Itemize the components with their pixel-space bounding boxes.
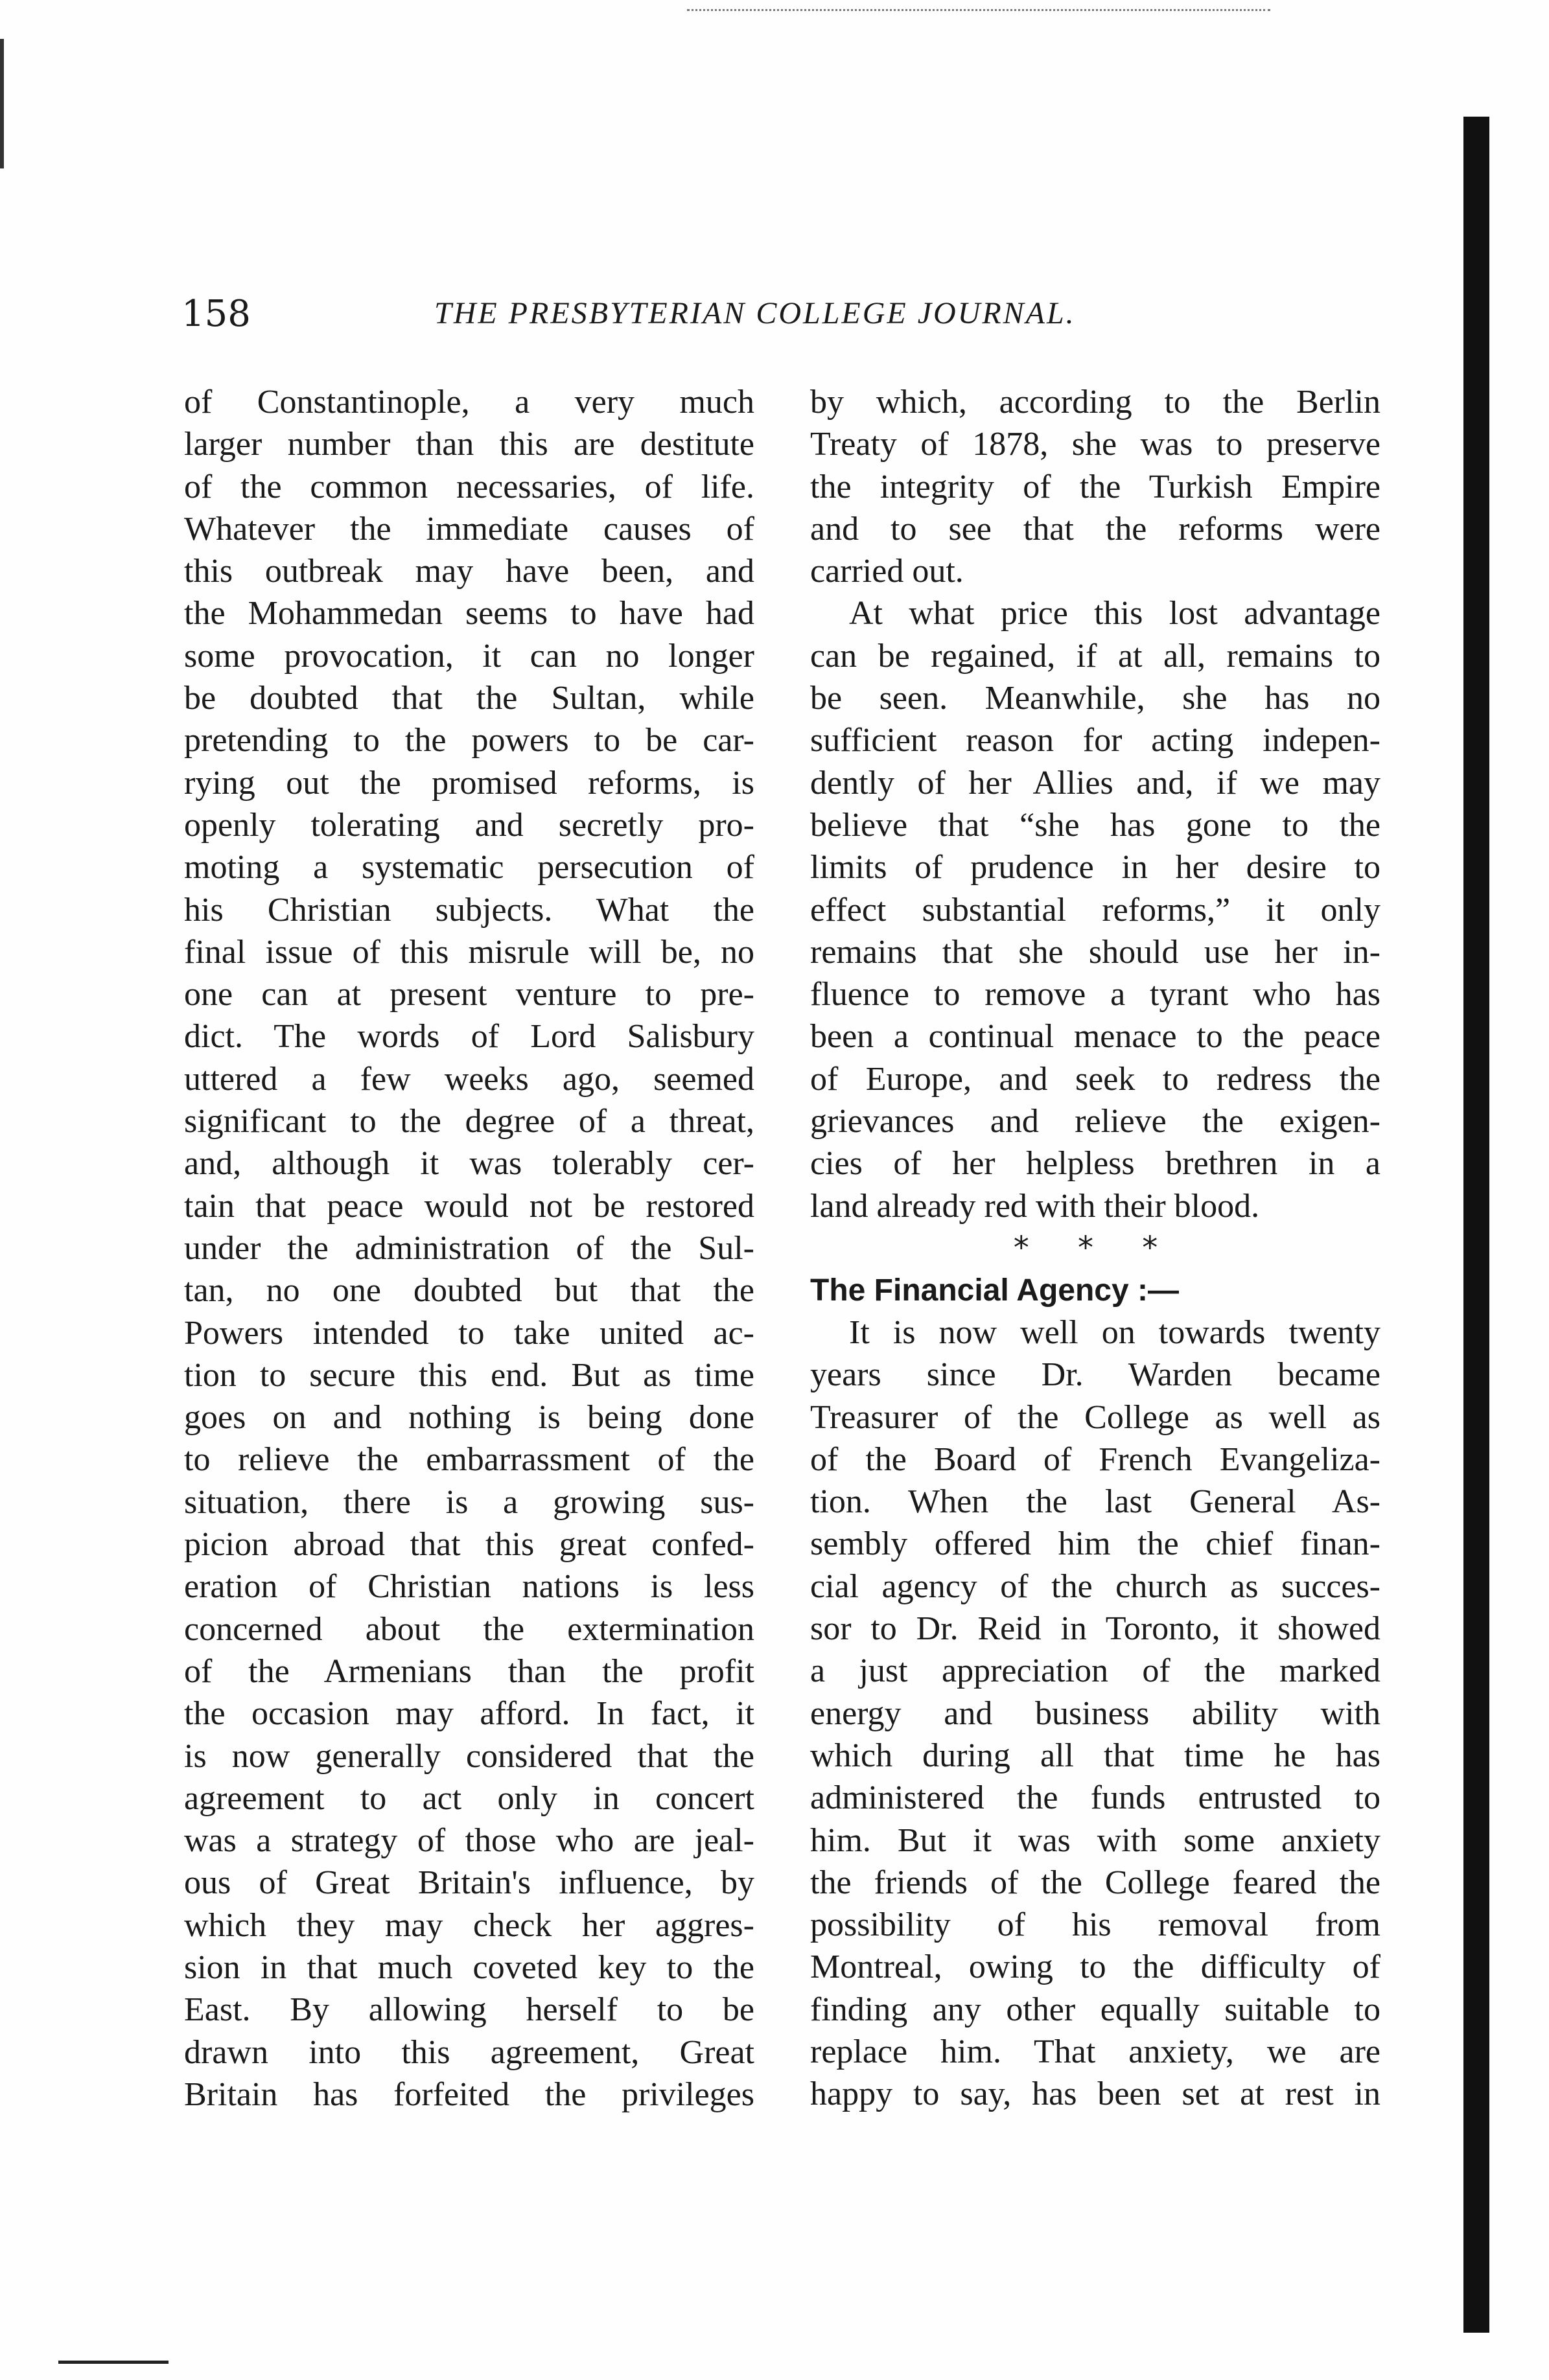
text-line: energy and business ability with xyxy=(810,1694,1380,1732)
text-line: tain that peace would not be restored xyxy=(184,1187,754,1225)
text-line: the friends of the College feared the xyxy=(810,1864,1380,1901)
text-line: of Europe, and seek to redress the xyxy=(810,1060,1380,1098)
text-line: cial agency of the church as succes- xyxy=(810,1567,1380,1605)
text-line: agreement to act only in concert xyxy=(184,1779,754,1817)
text-line: him. But it was with some anxiety xyxy=(810,1821,1380,1859)
text-line: his Christian subjects. What the xyxy=(184,891,754,929)
text-line: tion to secure this end. But as time xyxy=(184,1356,754,1394)
text-line: Whatever the immediate causes of xyxy=(184,510,754,548)
scan-artifact-left-edge xyxy=(0,39,4,168)
text-line: fluence to remove a tyrant who has xyxy=(810,976,1380,1013)
text-line: Montreal, owing to the difficulty of xyxy=(810,1948,1380,1986)
section-separator: * * * xyxy=(1013,1229,1178,1266)
text-line: limits of prudence in her desire to xyxy=(810,849,1380,886)
text-line: been a continual menace to the peace xyxy=(810,1018,1380,1056)
text-line: of Constantinople, a very much xyxy=(184,384,754,421)
text-line: situation, there is a growing sus- xyxy=(184,1483,754,1521)
text-line: finding any other equally suitable to xyxy=(810,1991,1380,2028)
scan-artifact-bottom-rule xyxy=(58,2361,169,2364)
text-line: pretending to the powers to be car- xyxy=(184,722,754,759)
text-line: some provocation, it can no longer xyxy=(184,637,754,675)
text-line: the occasion may afford. In fact, it xyxy=(184,1695,754,1733)
text-line: tan, no one doubted but that the xyxy=(184,1272,754,1310)
section-heading: The Financial Agency :— xyxy=(810,1273,1179,1308)
text-line: and to see that the reforms were xyxy=(810,510,1380,548)
text-line: Treaty of 1878, she was to preserve xyxy=(810,426,1380,463)
text-line: sufficient reason for acting indepen- xyxy=(810,722,1380,759)
left-column xyxy=(184,381,754,2116)
text-line: Treasurer of the College as well as xyxy=(810,1398,1380,1436)
text-line: happy to say, has been set at rest in xyxy=(810,2075,1380,2113)
text-line: Britain has forfeited the privileges xyxy=(184,2075,754,2113)
text-line: dently of her Allies and, if we may xyxy=(810,764,1380,802)
text-line: of the Armenians than the profit xyxy=(184,1652,754,1690)
page-number: 158 xyxy=(181,293,251,335)
text-line: openly tolerating and secretly pro- xyxy=(184,806,754,844)
text-line: significant to the degree of a threat, xyxy=(184,1103,754,1140)
text-line: uttered a few weeks ago, seemed xyxy=(184,1060,754,1098)
running-head xyxy=(181,293,1283,338)
right-column xyxy=(810,381,1380,2116)
text-line: one can at present venture to pre- xyxy=(184,976,754,1013)
text-line: under the administration of the Sul- xyxy=(184,1229,754,1267)
text-line: a just appreciation of the marked xyxy=(810,1652,1380,1690)
text-line: remains that she should use her in- xyxy=(810,933,1380,971)
text-line: possibility of his removal from xyxy=(810,1906,1380,1944)
text-line: which during all that time he has xyxy=(810,1737,1380,1774)
text-line: of the Board of French Evangeliza- xyxy=(810,1440,1380,1478)
text-line: grievances and relieve the exigen- xyxy=(810,1103,1380,1140)
text-line: East. By allowing herself to be xyxy=(184,1991,754,2029)
text-line: concerned about the extermination xyxy=(184,1610,754,1648)
text-line: goes on and nothing is being done xyxy=(184,1399,754,1437)
text-line: this outbreak may have been, and xyxy=(184,553,754,590)
text-line: land already red with their blood. xyxy=(810,1187,1260,1225)
text-line: moting a systematic persecution of xyxy=(184,849,754,886)
text-line: is now generally considered that the xyxy=(184,1737,754,1775)
text-line: tion. When the last General As- xyxy=(810,1483,1380,1521)
text-line: believe that “she has gone to the xyxy=(810,806,1380,844)
text-line: by which, according to the Berlin xyxy=(810,384,1380,421)
text-line: effect substantial reforms,” it only xyxy=(810,891,1380,929)
text-line: the integrity of the Turkish Empire xyxy=(810,468,1380,505)
scan-artifact-right-bar xyxy=(1463,117,1489,2333)
journal-title: THE PRESBYTERIAN COLLEGE JOURNAL. xyxy=(434,296,1076,330)
text-line: final issue of this misrule will be, no xyxy=(184,933,754,971)
text-line: the Mohammedan seems to have had xyxy=(184,595,754,632)
text-line: of the common necessaries, of life. xyxy=(184,468,754,505)
text-line: administered the funds entrusted to xyxy=(810,1779,1380,1817)
text-line: rying out the promised reforms, is xyxy=(184,764,754,802)
text-line: drawn into this agreement, Great xyxy=(184,2033,754,2071)
text-line: can be regained, if at all, remains to xyxy=(810,637,1380,675)
text-line: and, although it was tolerably cer- xyxy=(184,1145,754,1183)
text-line: cies of her helpless brethren in a xyxy=(810,1145,1380,1183)
text-line: sor to Dr. Reid in Toronto, it showed xyxy=(810,1610,1380,1648)
scan-artifact-top xyxy=(687,9,1270,15)
text-line: replace him. That anxiety, we are xyxy=(810,2033,1380,2070)
text-line: picion abroad that this great confed- xyxy=(184,1526,754,1564)
text-line: eration of Christian nations is less xyxy=(184,1568,754,1606)
text-line: was a strategy of those who are jeal- xyxy=(184,1822,754,1860)
text-line: years since Dr. Warden became xyxy=(810,1356,1380,1394)
text-line: It is now well on towards twenty xyxy=(849,1313,1380,1351)
text-line: dict. The words of Lord Salisbury xyxy=(184,1018,754,1056)
text-line: sembly offered him the chief finan- xyxy=(810,1525,1380,1563)
text-line: Powers intended to take united ac- xyxy=(184,1314,754,1352)
text-line: sion in that much coveted key to the xyxy=(184,1948,754,1986)
text-line: be seen. Meanwhile, she has no xyxy=(810,680,1380,717)
text-line: to relieve the embarrassment of the xyxy=(184,1441,754,1479)
text-line: carried out. xyxy=(810,553,964,590)
text-line: be doubted that the Sultan, while xyxy=(184,680,754,717)
text-line: ous of Great Britain's influence, by xyxy=(184,1864,754,1902)
text-line: larger number than this are destitute xyxy=(184,426,754,463)
text-line: At what price this lost advantage xyxy=(849,595,1380,632)
text-line: which they may check her aggres- xyxy=(184,1906,754,1944)
